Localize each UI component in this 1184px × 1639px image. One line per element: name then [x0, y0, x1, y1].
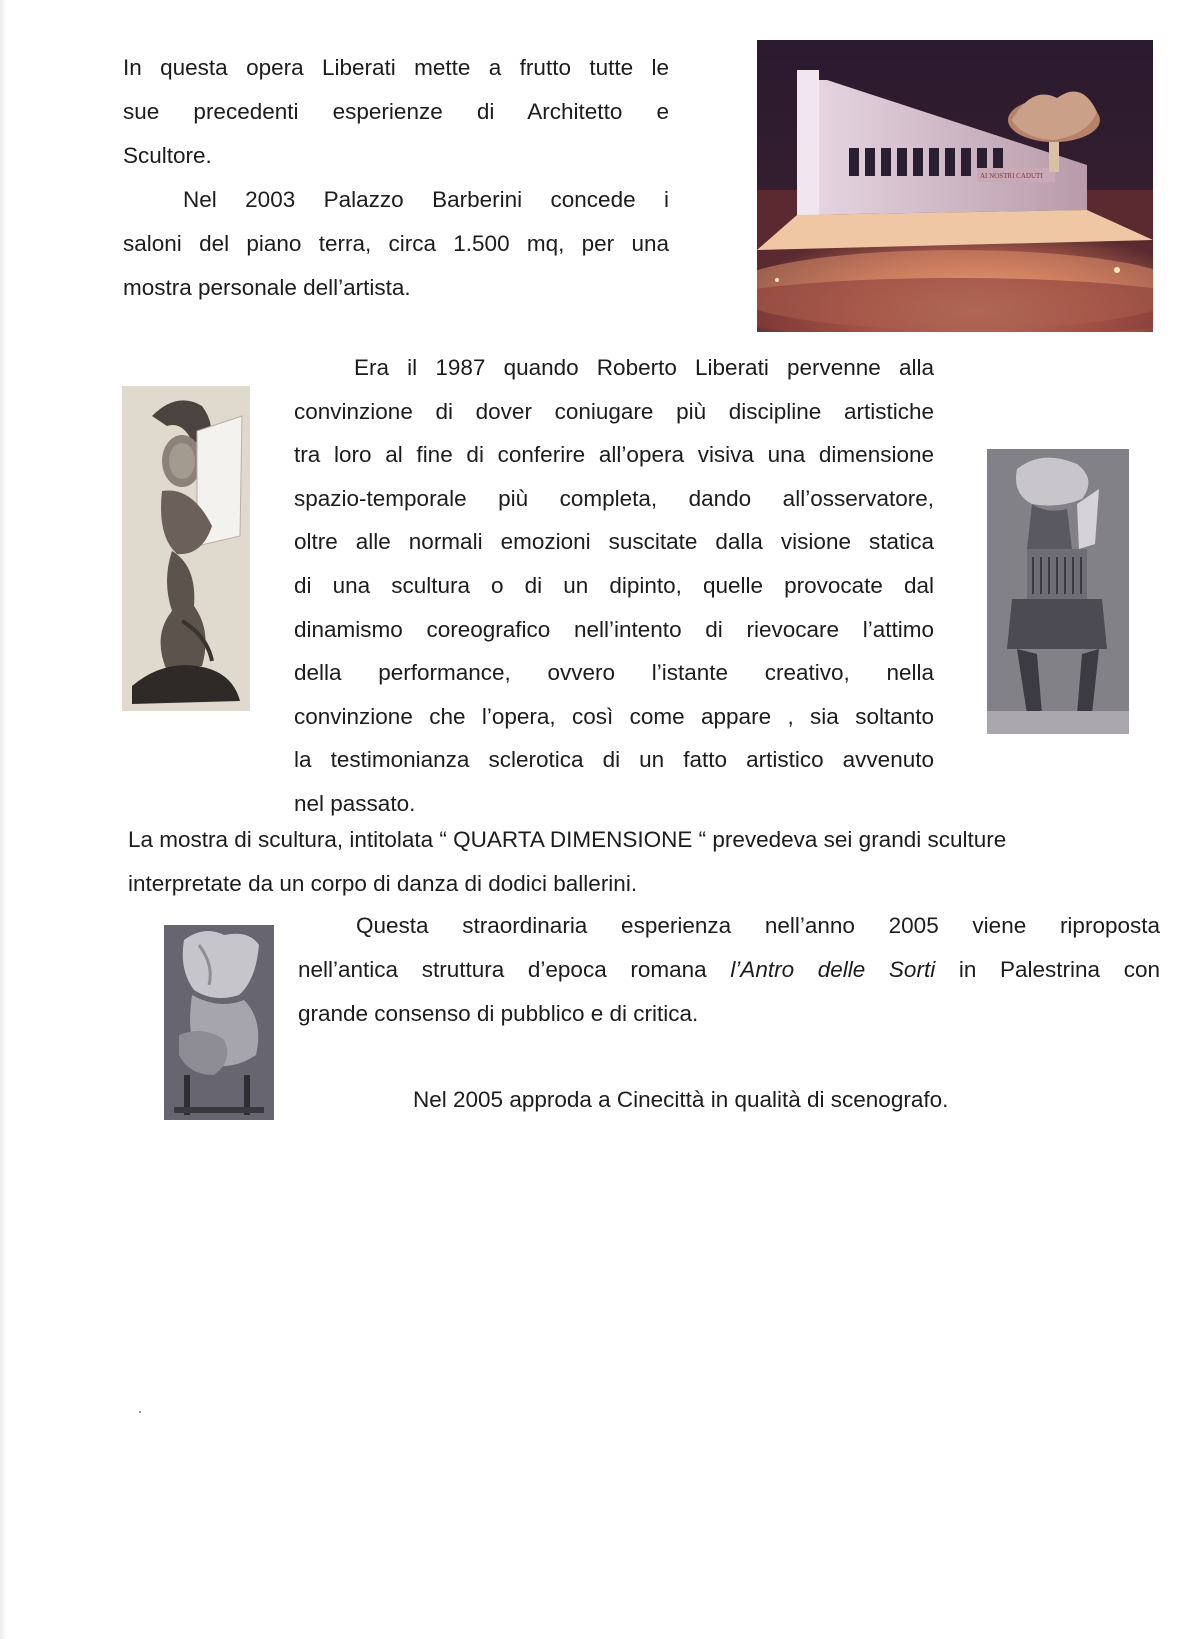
quarta-line: di una scultura o di un dipinto, quelle provocate dal: [294, 572, 934, 598]
mostra-line: La mostra di scultura, intitolata “ QUARTA DIMENSIONE “ prevedeva sei grandi sculture: [128, 827, 1007, 852]
palestrina-line: Questa straordinaria esperienza nell’anno 2005 viene riproposta: [356, 913, 1160, 938]
bust-sculpture-photo: [122, 386, 250, 711]
quarta-line: la testimonianza sclerotica di un fatto artistico avvenuto: [294, 747, 934, 773]
barberini-line: Nel 2003 Palazzo Barberini concede i: [183, 187, 669, 212]
quarta-line: oltre alle normali emozioni suscitate dalla visione statica: [294, 529, 934, 555]
barberini-line: saloni del piano terra, circa 1.500 mq, per una: [123, 231, 669, 256]
quarta-line: convinzione di dover coniugare più discipline artistiche: [294, 398, 934, 424]
quarta-intro-paragraph: [294, 346, 934, 826]
torso-sculpture-photo: [164, 925, 274, 1120]
scan-edge-shadow: [0, 0, 6, 1639]
mostra-paragraph: [128, 818, 1138, 906]
quarta-line: dinamismo coreografico nell’intento di rievocare l’attimo: [294, 616, 934, 642]
quarta-line: tra loro al fine di conferire all’opera visiva una dimensione: [294, 442, 934, 468]
palestrina-line: grande consenso di pubblico e di critica.: [298, 1001, 699, 1026]
palestrina-text: nell’antica struttura d’epoca romana: [298, 957, 731, 982]
scan-speck: [139, 1411, 141, 1413]
intro-line: In questa opera Liberati mette a frutto tutte le: [123, 55, 669, 80]
intro-line: Scultore.: [123, 143, 212, 168]
intro-line: sue precedenti esperienze di Architetto e: [123, 99, 669, 124]
cinecitta-paragraph: Nel 2005 approda a Cinecittà in qualità di scenografo.: [413, 1087, 949, 1112]
quarta-line: Era il 1987 quando Roberto Liberati pervenne alla: [354, 355, 934, 380]
throne-sculpture-photo: [987, 449, 1129, 734]
antro-delle-sorti-title: l’Antro delle Sorti: [730, 957, 936, 982]
intro-paragraph: [123, 46, 669, 178]
quarta-line: convinzione che l’opera, così come appare , sia soltanto: [294, 703, 934, 729]
quarta-line: spazio-temporale più completa, dando all’osservatore,: [294, 485, 934, 511]
barberini-line: mostra personale dell’artista.: [123, 275, 411, 300]
barberini-paragraph: [123, 178, 669, 310]
palestrina-line: [298, 948, 1160, 992]
palestrina-paragraph: [298, 904, 1160, 1036]
quarta-line: nel passato.: [294, 790, 416, 816]
mostra-line: interpretate da un corpo di danza di dodici ballerini.: [128, 871, 638, 896]
monument-photo: [757, 40, 1153, 332]
palestrina-text: in Palestrina con: [935, 957, 1160, 982]
quarta-line: della performance, ovvero l’istante creativo, nella: [294, 660, 934, 686]
monument-inscription: AI NOSTRI CADUTI: [980, 172, 1043, 180]
